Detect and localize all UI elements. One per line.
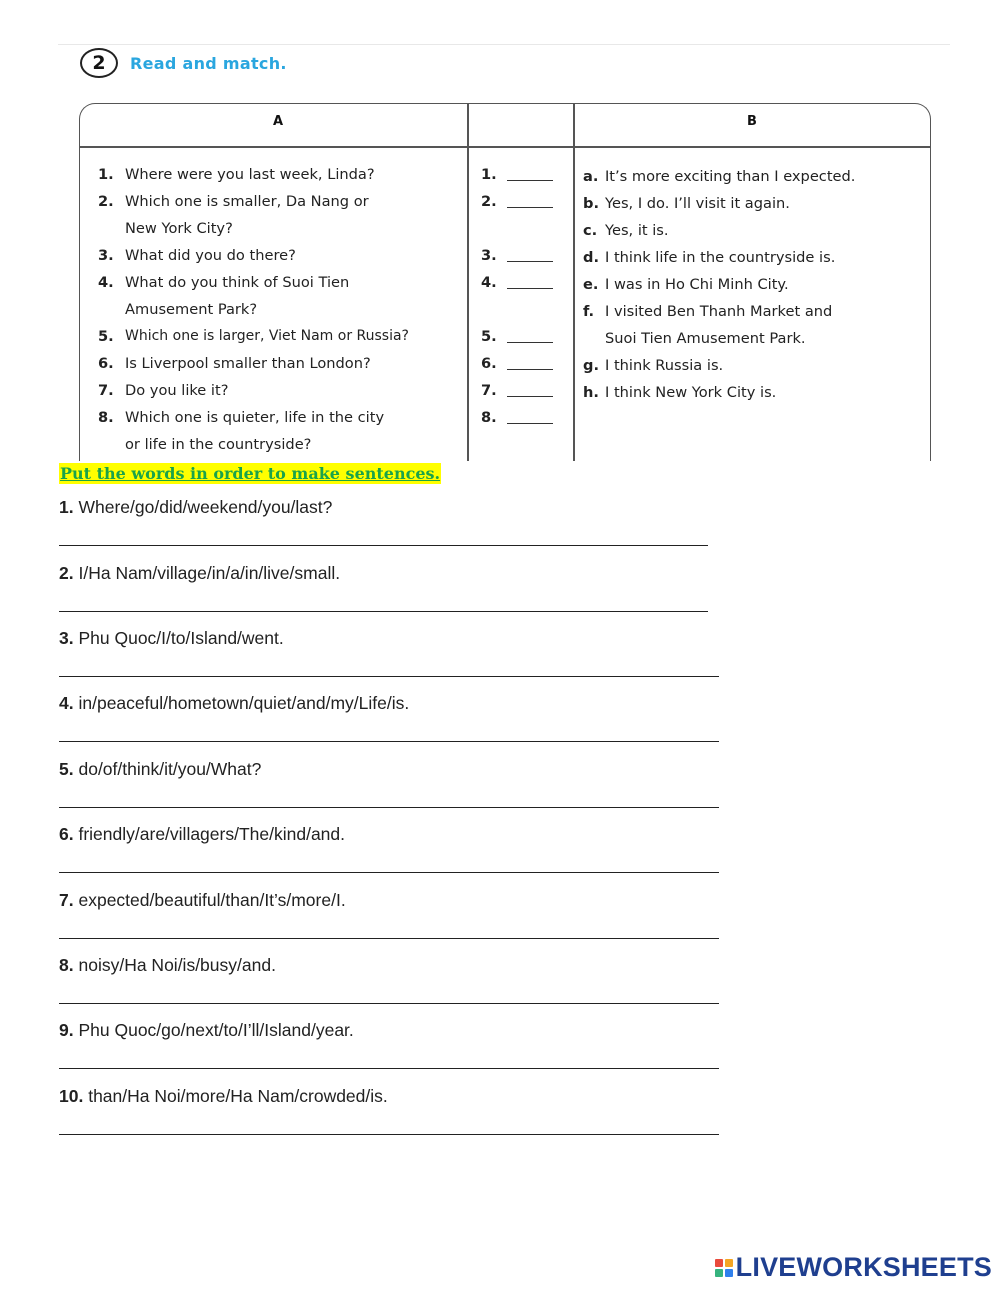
questions-list [98,161,468,458]
matching-table [79,103,931,461]
question-text: Which one is quieter, life in the city or life in the countryside? [125,409,385,453]
answer-text: It’s more exciting than I expected. [605,168,856,185]
sentence-prompt: than/Ha Noi/more/Ha Nam/crowded/is. [88,1086,388,1106]
answer-text: I was in Ho Chi Minh City. [605,276,789,293]
blank-field[interactable] [507,161,553,181]
sentence-number: 3. [59,628,74,648]
blank-number: 7. [481,382,497,399]
answer-item [583,217,928,244]
question-item [98,377,468,404]
answer-text: I think New York City is. [605,384,777,401]
question-item [98,161,468,188]
sentence-number: 2. [59,563,74,583]
sentence-prompt: Phu Quoc/I/to/Island/went. [78,628,284,648]
question-number: 5. [98,328,114,345]
sentence-item [59,1084,759,1108]
question-text: What did you do there? [125,247,296,264]
answer-letter: g. [583,357,599,374]
answer-blank[interactable] [481,350,553,377]
sentence-item [59,495,759,519]
sentence-number: 4. [59,693,74,713]
sentence-item [59,757,759,781]
answer-text: I think Russia is. [605,357,724,374]
answer-line[interactable] [59,1068,719,1069]
logo-square [725,1269,733,1277]
question-item [98,188,468,242]
answer-item [583,244,928,271]
question-text: Do you like it? [125,382,229,399]
answer-blank[interactable] [481,323,553,350]
answer-line[interactable] [59,1134,719,1135]
sentence-prompt: noisy/Ha Noi/is/busy/and. [78,955,276,975]
question-text: Which one is larger, Viet Nam or Russia? [125,328,409,344]
sentence-item [59,561,759,585]
sentence-number: 6. [59,824,74,844]
question-number: 2. [98,193,114,210]
question-item [98,269,468,323]
answer-item [583,271,928,298]
answer-blank[interactable] [481,161,553,188]
answer-text: Yes, it is. [605,222,669,239]
logo-mark-icon [715,1259,733,1277]
question-number: 4. [98,274,114,291]
answer-blank[interactable] [481,242,553,269]
answer-letter: b. [583,195,599,212]
answer-blank[interactable] [481,377,553,404]
answer-letter: a. [583,168,599,185]
answer-line[interactable] [59,741,719,742]
blank-field[interactable] [507,269,553,289]
sentence-prompt: expected/beautiful/than/It’s/more/I. [78,890,346,910]
answer-blank[interactable] [481,188,553,215]
sentence-prompt: Phu Quoc/go/next/to/I’ll/Island/year. [78,1020,354,1040]
exercise-number-badge: 2 [80,48,118,78]
answer-item [583,163,928,190]
question-text: What do you think of Suoi Tien Amusement Park? [125,274,350,318]
question-number: 6. [98,355,114,372]
question-number: 1. [98,166,114,183]
answer-letter: f. [583,303,595,320]
answer-line[interactable] [59,872,719,873]
question-number: 7. [98,382,114,399]
top-divider [58,44,950,45]
question-item [98,404,468,458]
sentence-item [59,1018,759,1042]
answer-item [583,352,928,379]
sentence-prompt: friendly/are/villagers/The/kind/and. [78,824,346,844]
question-text: Where were you last week, Linda? [125,166,375,183]
answer-letter: c. [583,222,598,239]
blank-number: 5. [481,328,497,345]
exercise-header [80,48,287,78]
logo-square [725,1259,733,1267]
sentence-item [59,626,759,650]
sentence-item [59,953,759,977]
answer-blank[interactable] [481,269,553,296]
blank-field[interactable] [507,377,553,397]
blank-field[interactable] [507,404,553,424]
question-text: Is Liverpool smaller than London? [125,355,371,372]
liveworksheets-logo [715,1252,992,1283]
answer-line[interactable] [59,1003,719,1004]
blank-field[interactable] [507,242,553,262]
answer-letter: d. [583,249,599,266]
answer-line[interactable] [59,545,708,546]
question-item [98,323,468,350]
sentence-number: 9. [59,1020,74,1040]
sentence-item [59,822,759,846]
blank-number: 6. [481,355,497,372]
answer-line[interactable] [59,938,719,939]
logo-square [715,1259,723,1267]
question-number: 3. [98,247,114,264]
blank-number: 8. [481,409,497,426]
blank-field[interactable] [507,188,553,208]
blank-number: 1. [481,166,497,183]
blank-number: 3. [481,247,497,264]
answer-item [583,190,928,217]
answer-text: I visited Ben Thanh Market and Suoi Tien Amusement Park. [605,303,833,347]
answer-line[interactable] [59,676,719,677]
answer-item [583,298,928,352]
sentence-item [59,691,759,715]
sentence-prompt: I/Ha Nam/village/in/a/in/live/small. [78,563,341,583]
answer-line[interactable] [59,611,708,612]
sentence-number: 1. [59,497,74,517]
answers-list [583,163,928,406]
sentence-prompt: Where/go/did/weekend/you/last? [78,497,333,517]
question-item [98,350,468,377]
logo-text: LIVEWORKSHEETS [735,1252,992,1282]
sentence-number: 5. [59,759,74,779]
sentence-item [59,888,759,912]
blank-number: 2. [481,193,497,210]
table-header-divider [80,146,930,148]
sentence-number: 10. [59,1086,84,1106]
answer-letter: h. [583,384,599,401]
question-item [98,242,468,269]
question-number: 8. [98,409,114,426]
column-a-header: A [273,114,284,129]
column-b-header: B [747,114,757,129]
answer-item [583,379,928,406]
sentence-number: 7. [59,890,74,910]
answer-line[interactable] [59,807,719,808]
exercise-title: Read and match. [130,53,287,73]
sentence-number: 8. [59,955,74,975]
blank-number: 4. [481,274,497,291]
instruction-heading: Put the words in order to make sentences. [60,464,441,483]
answer-text: Yes, I do. I’ll visit it again. [605,195,790,212]
table-column-divider [573,104,575,461]
blank-field[interactable] [507,323,553,343]
answer-text: I think life in the countryside is. [605,249,836,266]
logo-square [715,1269,723,1277]
sentence-prompt: do/of/think/it/you/What? [78,759,262,779]
answer-letter: e. [583,276,599,293]
answer-blank[interactable] [481,404,553,431]
blank-field[interactable] [507,350,553,370]
sentence-prompt: in/peaceful/hometown/quiet/and/my/Life/is. [78,693,410,713]
question-text: Which one is smaller, Da Nang or New York City? [125,193,369,237]
